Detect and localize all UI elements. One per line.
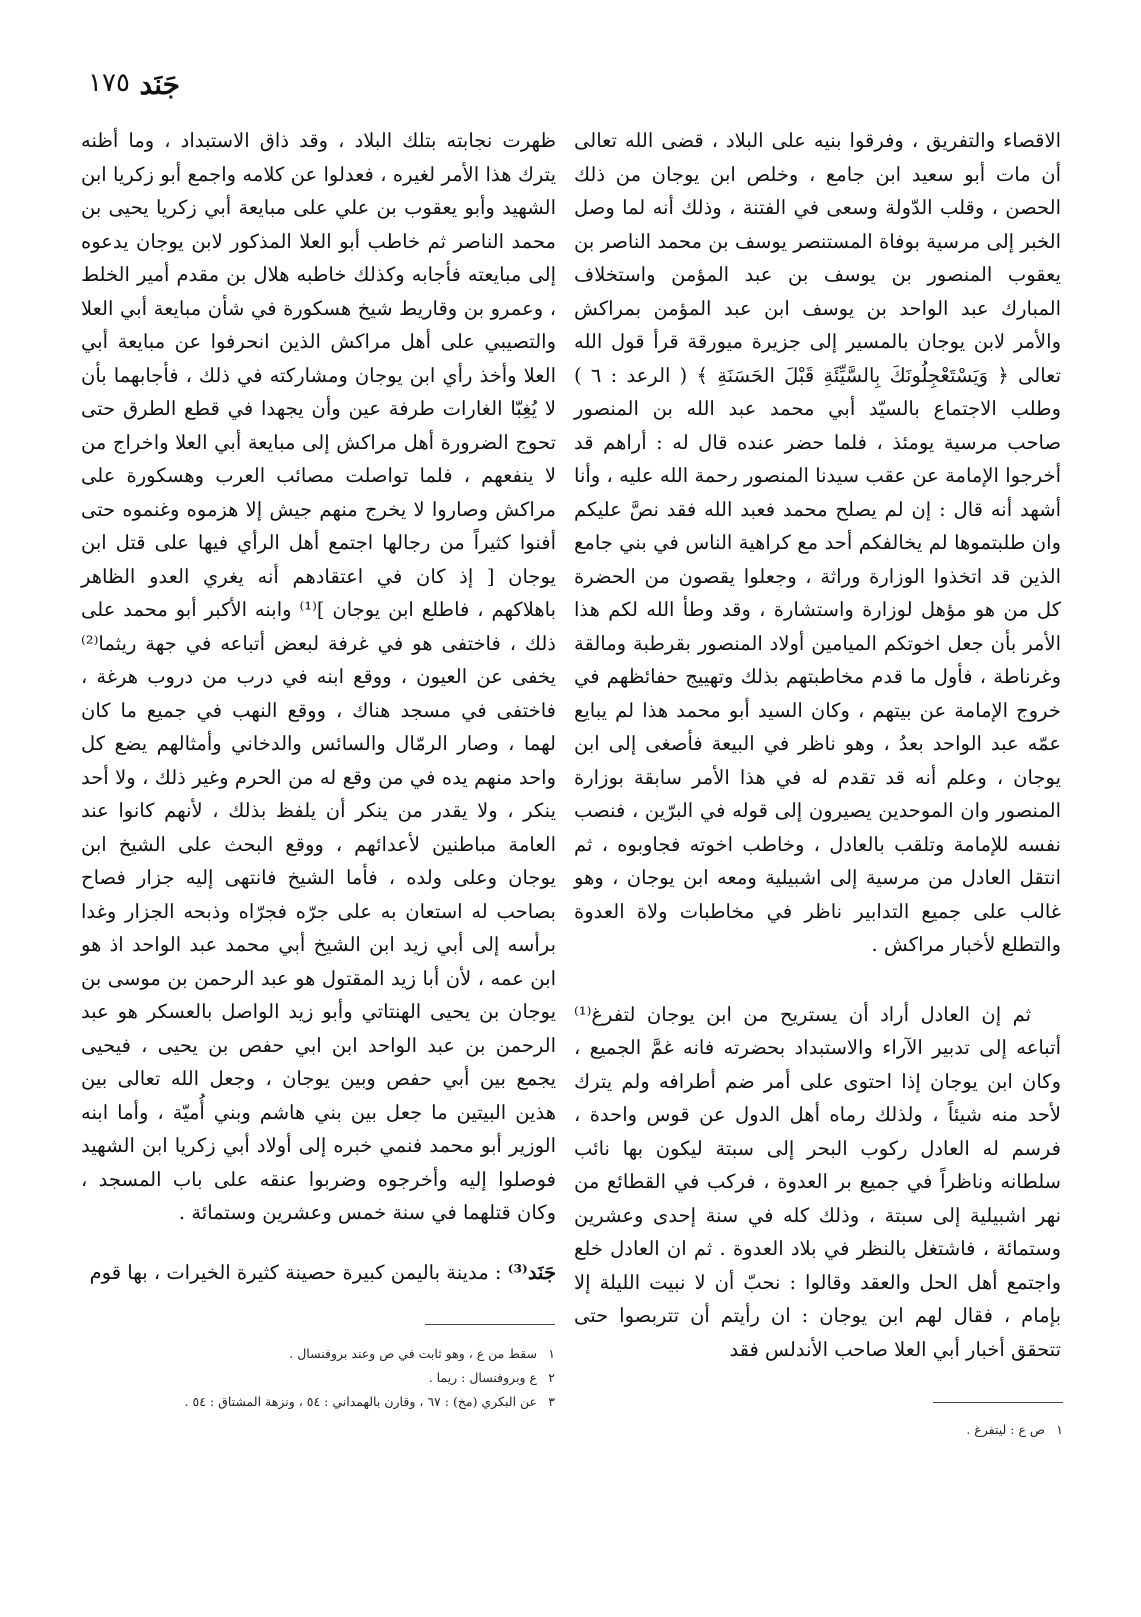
entry-definition: : مدينة باليمن كبيرة حصينة كثيرة الخيرات ، بها قوم [89,1260,508,1284]
footnote-text: ص ع : ليتفرغ . [966,1422,1046,1437]
running-head-word: جَنَد [139,68,180,101]
footnote-text: سقط من ع ، وهو ثابت في ص وعند بروفنسال . [289,1346,538,1361]
footnote-number: ١ [1056,1422,1063,1437]
dictionary-entry [81,1256,556,1290]
paragraph-right-1: الاقصاء والتفريق ، وفرقوا بنيه على البلاد ، قضى الله تعالى أن مات أبو سعيد ابن جامع ، وخلص ابن يوجان من ذلك الحصن ، وقلب الدّولة وسعى في الفتنة ، وذلك أنه لما وصل الخبر إلى مرسية بوفاة المستنصر يوسف بن محمد الناصر بن يعقوب المنصور بن يوسف بن عبد المؤمن واستخلاف المبارك عبد الواحد بن يوسف ابن عبد المؤمن بمراكش والأمر لابن يوجان بالمسير إلى جزيرة ميورقة قرأ قول الله تعالى ﴿ وَيَسْتَعْجِلُونَكَ بِالسَّيِّئَةِ قَبْلَ الحَسَنَةِ ﴾ ( الرعد : ٦ ) وطلب الاجتماع بالسيّد أبي محمد عبد الله بن المنصور صاحب مرسية يومئذ ، فلما حضر عنده قال له : أراهم قد أخرجوا الإمامة عن عقب سيدنا المنصور رحمة الله عليه ، وأنا أشهد أنه قال : إن لم يصلح محمد فعبد الله فقد نصَّ عليكم وان طلبتموها لم يخالفكم أحد مع كراهية الناس في بني جامع الذين قد اتخذوا الوزارة وراثة ، وجعلوا يقصون من الحضرة كل من هو مؤهل لوزارة واستشارة ، وقد وطأ الله لكم هذا الأمر بأن جعل اخوتكم الميامين أولاد المنصور بقرطبة ومالقة وغرناطة ، فأول ما قدم مخاطبتهم بذلك وتهييج حفائظهم في خروج الإمامة عن بيتهم ، وكان السيد أبو محمد هذا لم يبايع عمّه عبد الواحد بعدُ ، وهو ناظر في البيعة فأصغى إلى ابن يوجان ، وعلم أنه قد تقدم له في هذا الأمر سابقة بوزارة المنصور وان الموحدين يصيرون إلى قوله في البرّين ، فنصب نفسه للإمامة وتلقب بالعادل ، وخاطب اخوته فجاوبوه ، ثم انتقل العادل من مرسية إلى اشبيلية ومعه ابن يوجان ، وهو غالب على جميع التدابير ناظر في مخاطبات ولاة العدوة والتطلع لأخبار مراكش . [574,129,1061,956]
footnote-divider-right [933,1402,1063,1403]
text-column-left [81,124,556,1289]
footnote-number: ٢ [548,1370,555,1385]
footnote-text: ع وبروفنسال : ريما . [428,1370,538,1385]
footnote [150,1342,555,1366]
page-header [50,48,1090,108]
footnote-number: ٣ [548,1394,555,1409]
footnote [150,1390,555,1414]
footnotes-left [150,1342,555,1414]
footnote [833,1418,1063,1442]
footnotes-right [833,1418,1063,1442]
text-column-right [574,124,1061,1366]
paragraph-right-2: ثم إن العادل أراد أن يستريح من ابن يوجان لتفرغ⁽¹⁾ أتباعه إلى تدبير الآراء والاستبداد بحضرته فانه غمَّ الجميع ، وكان ابن يوجان إذا احتوى على أمر ضم أطرافه ولم يترك لأحد منه شيئاً ، ولذلك رماه أهل الدول عن قوس واحدة ، فرسم له العادل ركوب البحر إلى سبتة ليكون بها نائب سلطانه وناظراً في جميع بر العدوة ، فركب في القطائع من نهر اشبيلية إلى سبتة ، وذلك كله في سنة إحدى وعشرين وستمائة ، فاشتغل بالنظر في بلاد العدوة . ثم ان العادل خلع واجتمع أهل الحل والعقد وقالوا : نحبّ أن لا نبيت الليلة إلا بإمام ، فقال لهم ابن يوجان : ان رأيتم أن تتربصوا حتى تتحقق أخبار أبي العلا صاحب الأندلس فقد [574,1002,1061,1361]
footnote-text: عن البكري (مخ) : ٦٧ ، وقارن بالهمداني : ٥٤ ، ونزهة المشتاق : ٥٤ . [184,1394,538,1409]
paragraph-left-1: ظهرت نجابته بتلك البلاد ، وقد ذاق الاستبداد ، وما أظنه يترك هذا الأمر لغيره ، فعدلوا عن كلامه واجمع أبو زكريا ابن الشهيد وأبو يعقوب بن علي على مبايعة أبي زكريا يحيى بن محمد الناصر ثم خاطب أبو العلا المذكور لابن يوجان يدعوه إلى مبايعته فأجابه وكذلك خاطبه هلال بن مقدم أمير الخلط ، وعمرو بن وقاريط شيخ هسكورة في شأن مبايعة أبي العلا والتصيبي على أهل مراكش الذين انحرفوا عن مبايعة أبي العلا وأخذ رأي ابن يوجان ومشاركته في ذلك ، فأجابهما بأن لا يُغِبّا الغارات طرفة عين وأن يجهدا في قطع الطرق حتى تحوج الضرورة أهل مراكش إلى مبايعة أبي العلا واخراج من لا ينفعهم ، فلما تواصلت مصائب العرب وهسكورة على مراكش وصاروا لا يخرج منهم جيش إلا هزموه وغنموه حتى أفنوا كثيراً من رجالها اجتمع أهل الرأي فيها على قتل ابن يوجان [ إذ كان في اعتقادهم أنه يغري العدو الظاهر باهلاكهم ، فاطلع ابن يوجان ]⁽¹⁾ وابنه الأكبر أبو محمد على ذلك ، فاختفى هو في غرفة لبعض أتباعه في جهة ريثما⁽²⁾ يخفى عن العيون ، ووقع ابنه في درب من دروب هرغة ، فاختفى في مسجد هناك ، ووقع النهب في جميع ما كان لهما ، وصار الرمّال والسائس والدخاني وأمثالهم يضع كل واحد منهم يده في من وقع له من الحرم وغير ذلك ، ولا أحد ينكر ، ولا يقدر من ينكر أن يلفظ بذلك ، لأنهم كانوا عند العامة مباطنين لأعدائهم ، ووقع البحث على الشيخ ابن يوجان وعلى ولده ، فأما الشيخ فانتهى إليه جزار فصاح بصاحب له استعان به على جرّه فجرّاه وذبحه الجزار وغدا برأسه إلى أبي زيد ابن الشيخ أبي محمد عبد الواحد اذ هو ابن عمه ، لأن أبا زيد المقتول هو عبد الرحمن بن موسى بن يوجان بن يحيى الهنتاتي وأبو زيد الواصل بالعسكر هو عبد الرحمن بن عبد الواحد ابن ابي حفص بن يحيى ، فيحيى يجمع بين أبي حفص وبين يوجان ، وجعل الله تعالى بين هذين البيتين ما جعل بين بني هاشم وبني أُميّة ، وأما ابنه الوزير أبو محمد فنمي خبره إلى أولاد أبي زكريا ابن الشهيد فوصلوا إليه وأخرجوه وضربوا عنقه على باب المسجد ، وكان قتلهما في سنة خمس وعشرين وستمائة . [81,129,557,1224]
footnote [150,1366,555,1390]
entry-headword: جَنَد⁽³⁾ [507,1260,556,1284]
page-number: ١٧٥ [88,68,130,98]
footnote-number: ١ [548,1346,555,1361]
footnote-divider-left [425,1324,555,1325]
